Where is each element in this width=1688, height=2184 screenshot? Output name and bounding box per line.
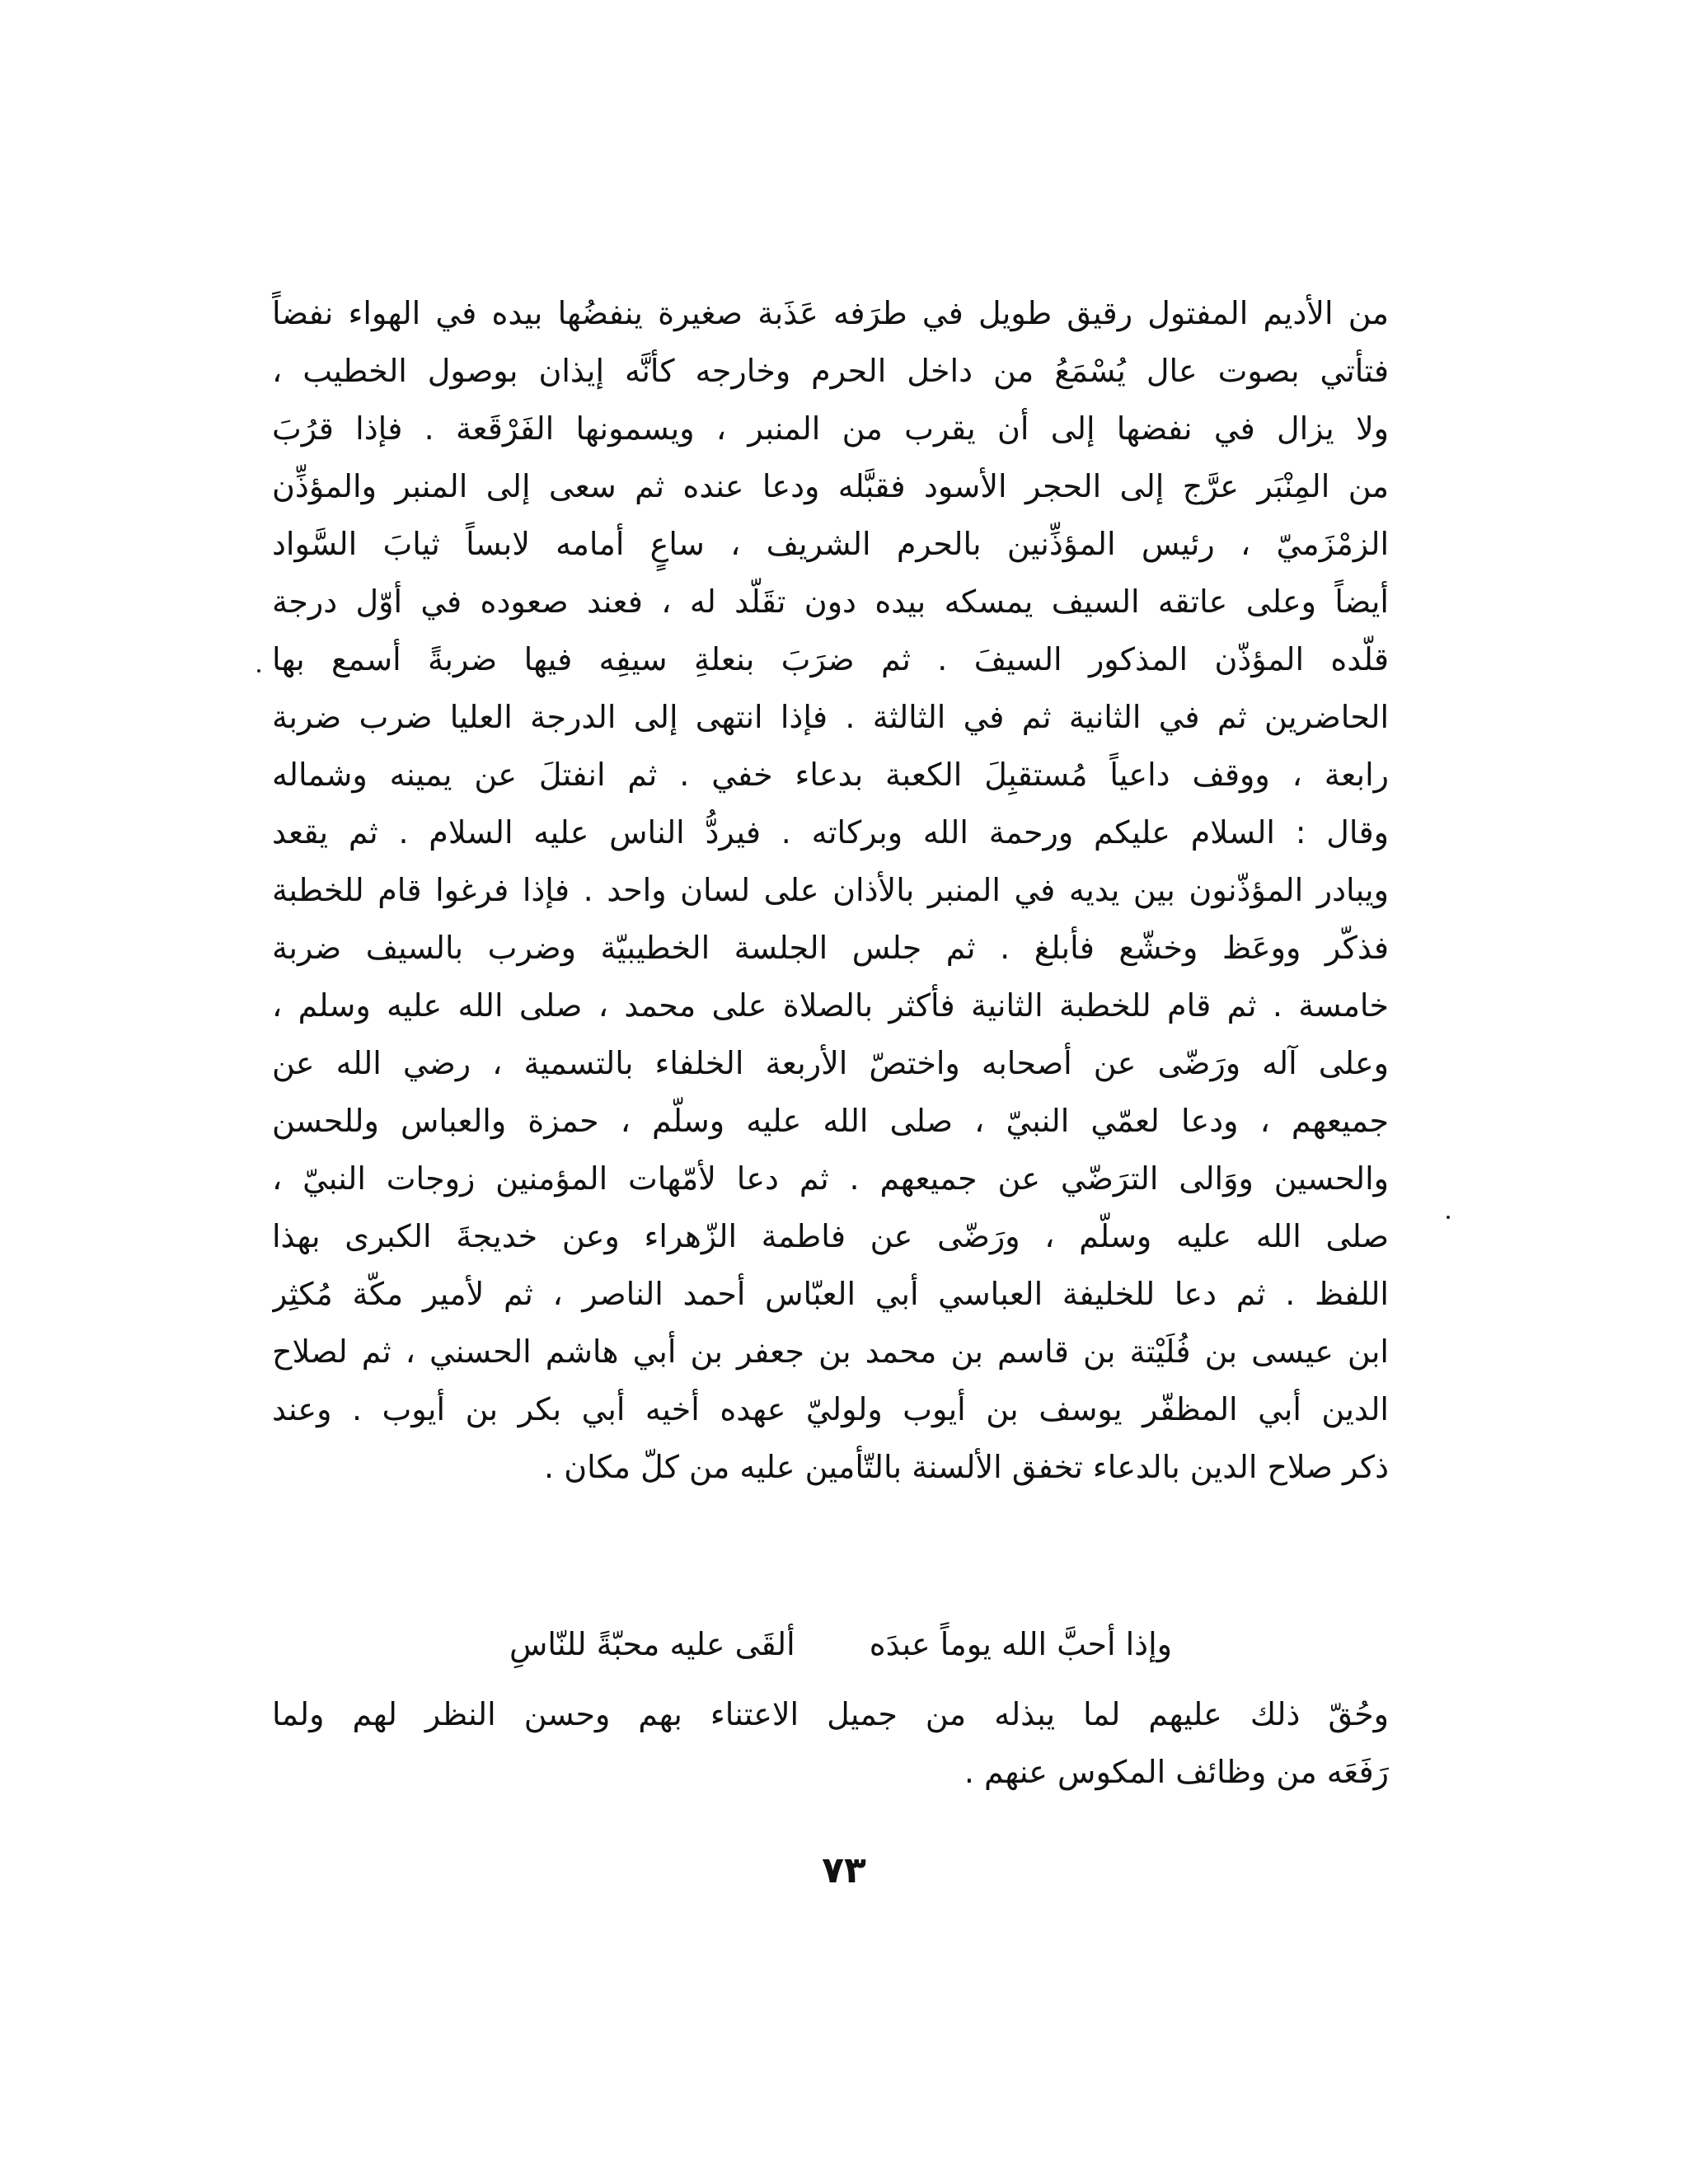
text-line: اللفظ . ثم دعا للخليفة العباسي أبي العبّاس أحمد الناصر ، ثم لأمير مكّة مُكثِر: [272, 1276, 1389, 1312]
text-line: ويبادر المؤذّنون بين يديه في المنبر بالأذان على لسان واحد . فإذا فرغوا قام للخطبة: [272, 872, 1389, 908]
text-line: وعلى آله ورَضّى عن أصحابه واختصّ الأربعة الخلفاء بالتسمية ، رضي الله عن: [272, 1045, 1389, 1081]
text-line: فتأتي بصوت عال يُسْمَعُ من داخل الحرم وخارجه كأنَّه إيذان بوصول الخطيب ،: [272, 353, 1389, 389]
text-line: وحُقّ ذلك عليهم لما يبذله من جميل الاعتناء بهم وحسن النظر لهم ولما: [272, 1696, 1389, 1732]
scan-speck: [257, 669, 260, 673]
closing-paragraph: [272, 1685, 1389, 1801]
main-paragraph: [272, 284, 1389, 1496]
verse-second-hemistich: ألقَى عليه محبّةً للنّاسِ: [509, 1626, 795, 1662]
text-line: الدين أبي المظفّر يوسف بن أيوب ولوليّ عهده أخيه أبي بكر بن أيوب . وعند: [272, 1391, 1389, 1427]
text-line: والحسين ووَالى الترَضّي عن جميعهم . ثم دعا لأمّهات المؤمنين زوجات النبيّ ،: [272, 1160, 1389, 1197]
text-line: من الأديم المفتول رقيق طويل في طرَفه عَذَبة صغيرة ينفضُها بيده في الهواء نفضاً: [272, 295, 1389, 331]
text-line: ذكر صلاح الدين بالدعاء تخفق الألسنة بالتّأمين عليه من كلّ مكان .: [544, 1449, 1389, 1485]
poetry-verse: [429, 1615, 1253, 1673]
text-line: خامسة . ثم قام للخطبة الثانية فأكثر بالصلاة على محمد ، صلى الله عليه وسلم ،: [272, 987, 1389, 1024]
text-line: ابن عيسى بن فُلَيْتة بن قاسم بن محمد بن جعفر بن أبي هاشم الحسني ، ثم لصلاح: [272, 1333, 1389, 1370]
text-line: صلى الله عليه وسلّم ، ورَضّى عن فاطمة الزّهراء وعن خديجةَ الكبرى بهذا: [272, 1218, 1389, 1254]
text-line: رابعة ، ووقف داعياً مُستقبِلَ الكعبة بدعاء خفي . ثم انفتلَ عن يمينه وشماله: [272, 757, 1389, 793]
text-line: رَفَعَه من وظائف المكوس عنهم .: [964, 1754, 1389, 1790]
page-number: ٧٣: [822, 1849, 866, 1891]
text-line: من المِنْبَر عرَّج إلى الحجر الأسود فقبَّله ودعا عنده ثم سعى إلى المنبر والمؤذِّن: [272, 468, 1389, 504]
text-line: قلّده المؤذّن المذكور السيفَ . ثم ضرَبَ بنعلةِ سيفِه فيها ضربةً أسمع بها: [272, 641, 1389, 677]
scan-speck: [1447, 1216, 1450, 1219]
text-line: ولا يزال في نفضها إلى أن يقرب من المنبر ، ويسمونها الفَرْقَعة . فإذا قرُبَ: [272, 410, 1389, 447]
text-line: أيضاً وعلى عاتقه السيف يمسكه بيده دون تقَلّد له ، فعند صعوده في أوّل درجة: [272, 583, 1389, 620]
text-line: وقال : السلام عليكم ورحمة الله وبركاته . فيردُّ الناس عليه السلام . ثم يقعد: [272, 814, 1389, 851]
text-line: الزمْزَميّ ، رئيس المؤذِّنين بالحرم الشريف ، ساعٍ أمامه لابساً ثيابَ السَّواد: [272, 526, 1389, 562]
text-line: جميعهم ، ودعا لعمّي النبيّ ، صلى الله عليه وسلّم ، حمزة والعباس وللحسن: [272, 1103, 1389, 1139]
text-line: فذكّر ووعَظ وخشّع فأبلغ . ثم جلس الجلسة الخطيبيّة وضرب بالسيف ضربة: [272, 930, 1389, 966]
text-line: الحاضرين ثم في الثانية ثم في الثالثة . فإذا انتهى إلى الدرجة العليا ضرب ضربة: [272, 699, 1389, 735]
verse-first-hemistich: وإذا أحبَّ الله يوماً عبدَه: [869, 1626, 1172, 1662]
